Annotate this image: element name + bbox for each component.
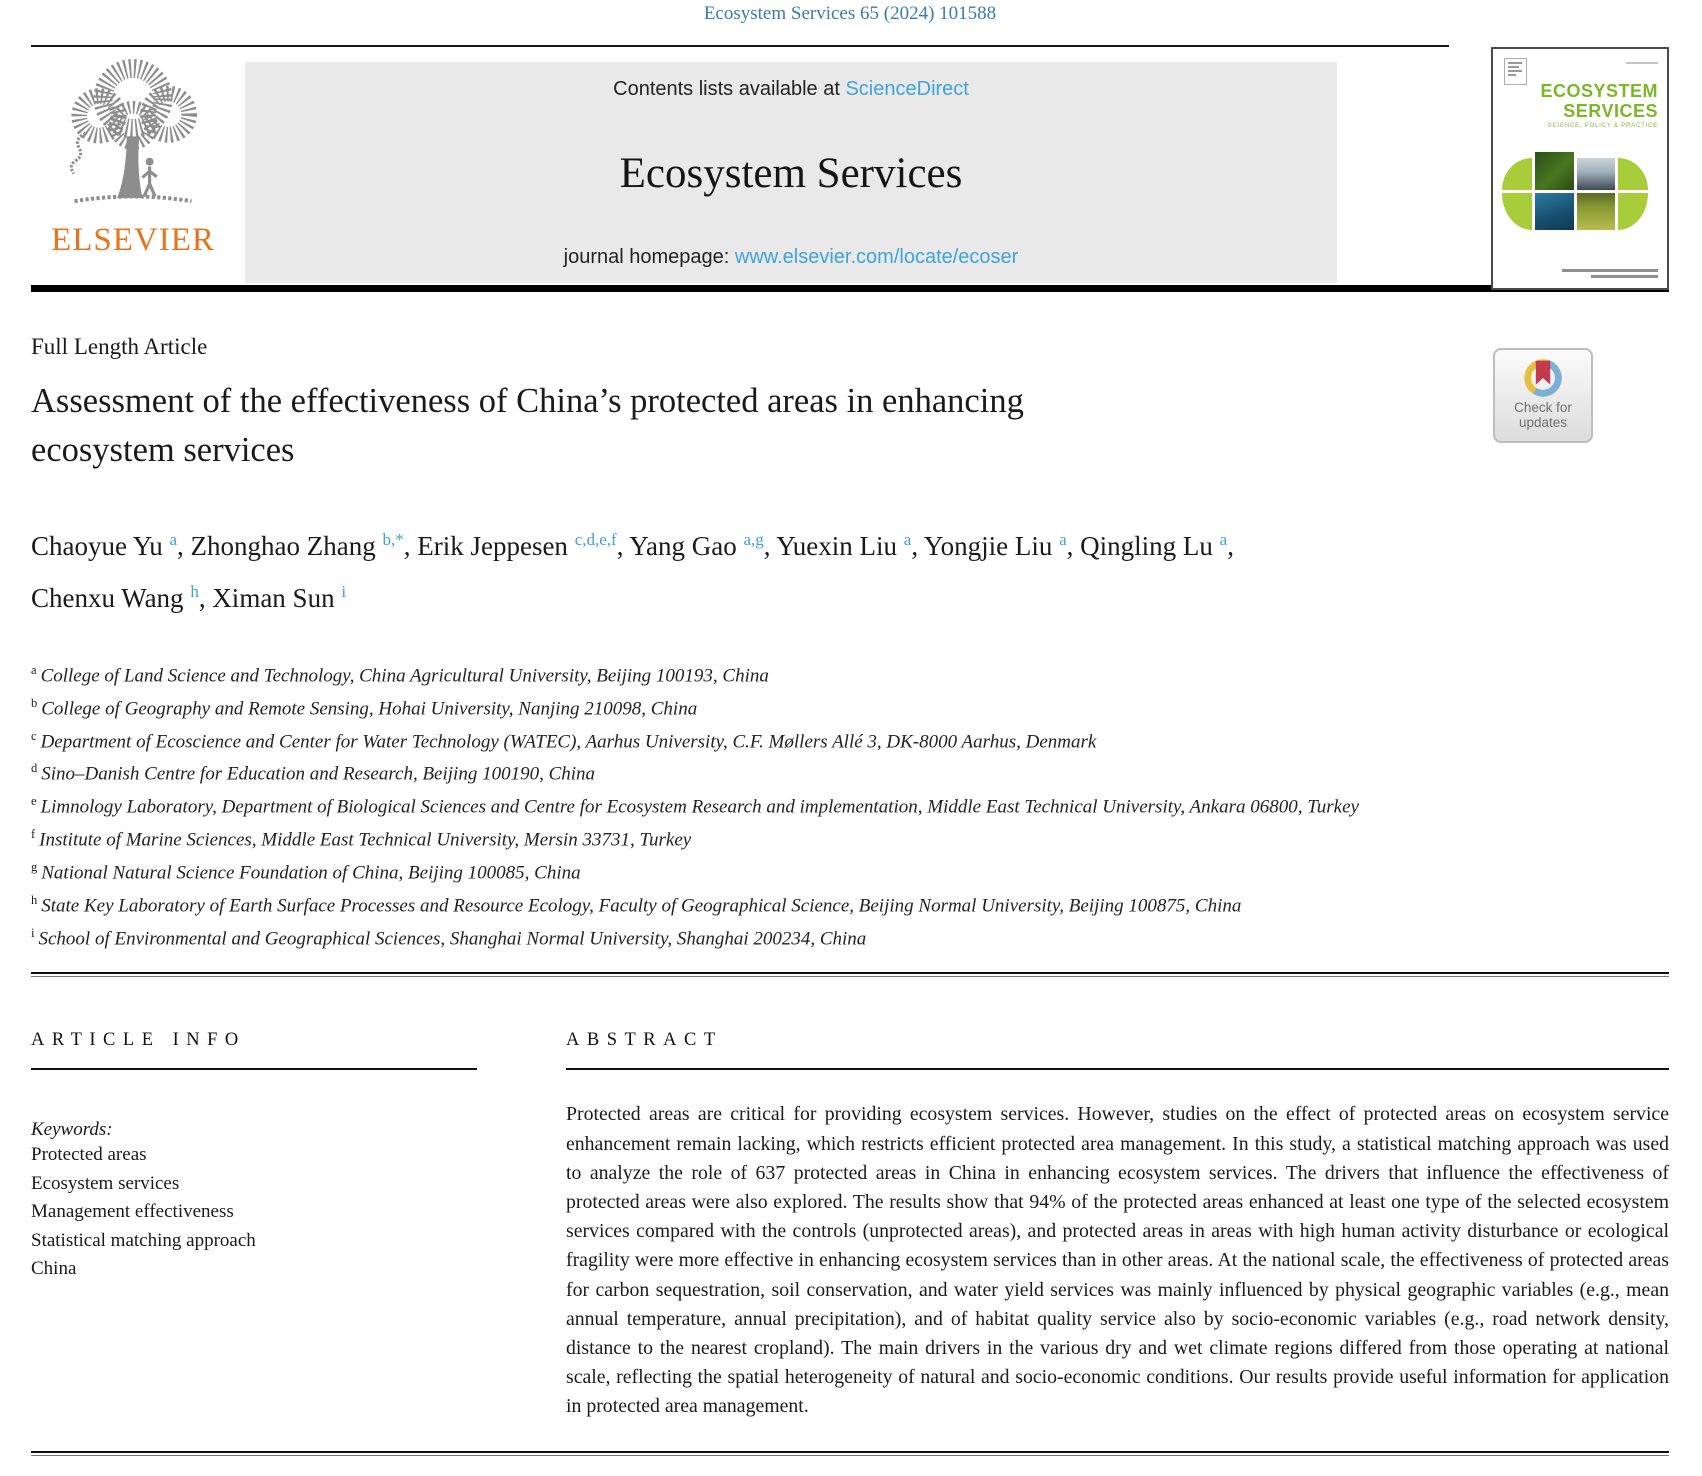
author-superscript: a [1059,530,1067,549]
journal-homepage-link[interactable]: www.elsevier.com/locate/ecoser [734,246,1019,268]
abstract-column [566,977,1669,1421]
author-superscript: a [903,530,912,549]
homepage-line [564,246,1019,269]
author-superscript: b,* [382,530,404,549]
affiliation-row: $^i$ School of Environmental and Geographical Sciences, Shanghai Normal University, Shanghai 200234, China [31,925,867,949]
author: Erik Jeppesen $^{c,d,e,f}$, [417,530,624,561]
author-superscript: a,g [743,530,764,549]
author: Chaoyue Yu $^a$, [31,530,184,561]
author: Yongjie Liu $^a$, [923,530,1074,561]
article-info-column [31,977,477,1421]
elsevier-logo [33,59,233,259]
keyword-item: China [31,1258,77,1280]
article-title [31,377,1669,475]
article-info-heading: ARTICLE INFO [31,1030,246,1051]
abstract-rule [566,1068,1669,1070]
author-superscript: a [1219,530,1228,549]
journal-cover-thumbnail [1491,47,1669,290]
header-row [31,47,1669,285]
affiliation-row: $^g$ National Natural Science Foundation of China, Beijing 100085, China [31,859,581,884]
author-superscript: i [341,582,347,601]
elsevier-wordmark: ELSEVIER [51,222,215,258]
author-superscript: c,d,e,f [574,530,617,549]
author-superscript: h [190,582,199,601]
authors-line [31,517,1411,621]
author: Chenxu Wang $^h$, [31,582,206,613]
homepage-prefix: journal homepage: [563,246,735,268]
keyword-item: Ecosystem services [31,1172,180,1194]
cover-quarter-tile [1618,193,1648,230]
cover-tagline: SCIENCE, POLICY & PRACTICE [1547,123,1658,129]
cover-photo-tile-sea [1535,193,1574,230]
abstract-heading: ABSTRACT [566,1030,723,1051]
header-thick-rule [31,285,1669,292]
abstract-text: Protected areas are critical for providing ecosystem services. However, studies on the effect of protected areas on ecosystem service enhancement remain lacking, which restricts efficient protected area management. In this study, a statistical matching approach was used to analyze the role of 637 protected areas in China in enhancing ecosystem services. The drivers that influence the effectiveness of protected areas were also explored. The results show that 94% of the protected areas enhanced at least one type of the selected ecosystem services compared with the controls (unprotected areas), and protected areas in areas with high human activity disturbance or ecological fragility were more effective in enhancing ecosystem services than in other areas. At the national scale, the effectiveness of protected areas for carbon sequestration, soil conservation, and water yield services was mainly influenced by physical geographic variables (e.g., mean annual temperature, annual precipitation), and of habitat quality service also by socio-economic variables (e.g., road network density, distance to the nearest cropland). The main drivers in the various dry and wet climate regions differed from those operating at national scale, reflecting the spatial heterogeneity of natural and socio-economic conditions. Our results provide useful information for application in protected area management. [566,1103,1669,1418]
contents-prefix: Contents lists available at [613,78,846,100]
running-head-citation [31,0,1669,45]
cover-photo-tile-leaf [1535,152,1574,190]
article-type-label: Full Length Article [31,334,208,359]
article-info-rule [31,1068,477,1070]
elsevier-tree-icon [40,59,226,217]
citation-link[interactable]: Ecosystem Services 65 (2024) 101588 [703,3,997,24]
keyword-item: Protected areas [31,1144,147,1166]
cover-quarter-tile [1618,158,1648,190]
journal-title: Ecosystem Services [619,150,963,197]
cover-photo-tile-field [1577,193,1615,230]
author-superscript: a [169,530,178,549]
affiliation-row: $^a$ College of Land Science and Technology, China Agricultural University, Beijing 100193, China [31,663,769,687]
affiliation-row: $^e$ Limnology Laboratory, Department of Biological Sciences and Centre for Ecosystem Research and implementation, Middle East Technical University, Ankara 06800, Turkey [31,794,1359,818]
cover-fineprint [1562,266,1658,278]
journal-banner [245,62,1337,283]
cover-volume-fineprint [1626,62,1658,64]
affiliation-row: $^f$ Institute of Marine Sciences, Middle East Technical University, Mersin 33731, Turkey [31,827,692,851]
article-head [31,292,1669,952]
affiliations [31,657,1511,952]
keywords-label: Keywords: [31,1119,113,1141]
check-for-updates-icon [1520,354,1566,400]
affiliation-row: $^d$ Sino–Danish Centre for Education and Research, Beijing 100190, China [31,761,596,785]
cover-elsevier-mini-logo-icon [1504,58,1527,85]
article-title-line-1: Assessment of the effectiveness of China’s protected areas in enhancing [31,382,1024,420]
affiliation-row: $^c$ Department of Ecoscience and Center for Water Technology (WATEC), Aarhus University, C.F. Møllers Allé 3, DK-8000 Aarhus, Denmark [31,728,1097,752]
keyword-item: Statistical matching approach [31,1229,256,1251]
author: Yang Gao $^{a,g}$, [629,530,771,561]
info-abstract-columns [31,977,1669,1421]
bottom-divider-rule [31,1451,1669,1456]
cover-title: ECOSYSTEM SERVICES [1540,81,1658,121]
article-title-line-2: ecosystem services [31,431,295,469]
cover-quarter-tile [1502,193,1532,230]
contents-line [613,78,969,101]
cover-quarter-tile [1502,158,1532,190]
journal-header [31,45,1669,292]
cover-pinwheel-graphic [1502,152,1648,230]
keyword-item: Management effectiveness [31,1201,234,1223]
check-for-updates-badge[interactable] [1493,348,1593,443]
author: Qingling Lu $^a$, [1080,530,1234,561]
author: Ximan Sun $^i$ [212,582,347,613]
author: Zhonghao Zhang $^{b,*}$, [190,530,411,561]
affiliation-row: $^b$ College of Geography and Remote Sensing, Hohai University, Nanjing 210098, China [31,695,698,720]
affiliation-row: $^h$ State Key Laboratory of Earth Surface Processes and Resource Ecology, Faculty of Geographical Science, Beijing Normal University, Beijing 100875, China [31,892,1242,917]
author: Yuexin Liu $^a$, [776,530,919,561]
sciencedirect-link[interactable]: ScienceDirect [845,78,969,100]
cover-photo-tile-factory [1577,158,1615,190]
check-for-updates-label: Check for updates [1514,400,1572,430]
